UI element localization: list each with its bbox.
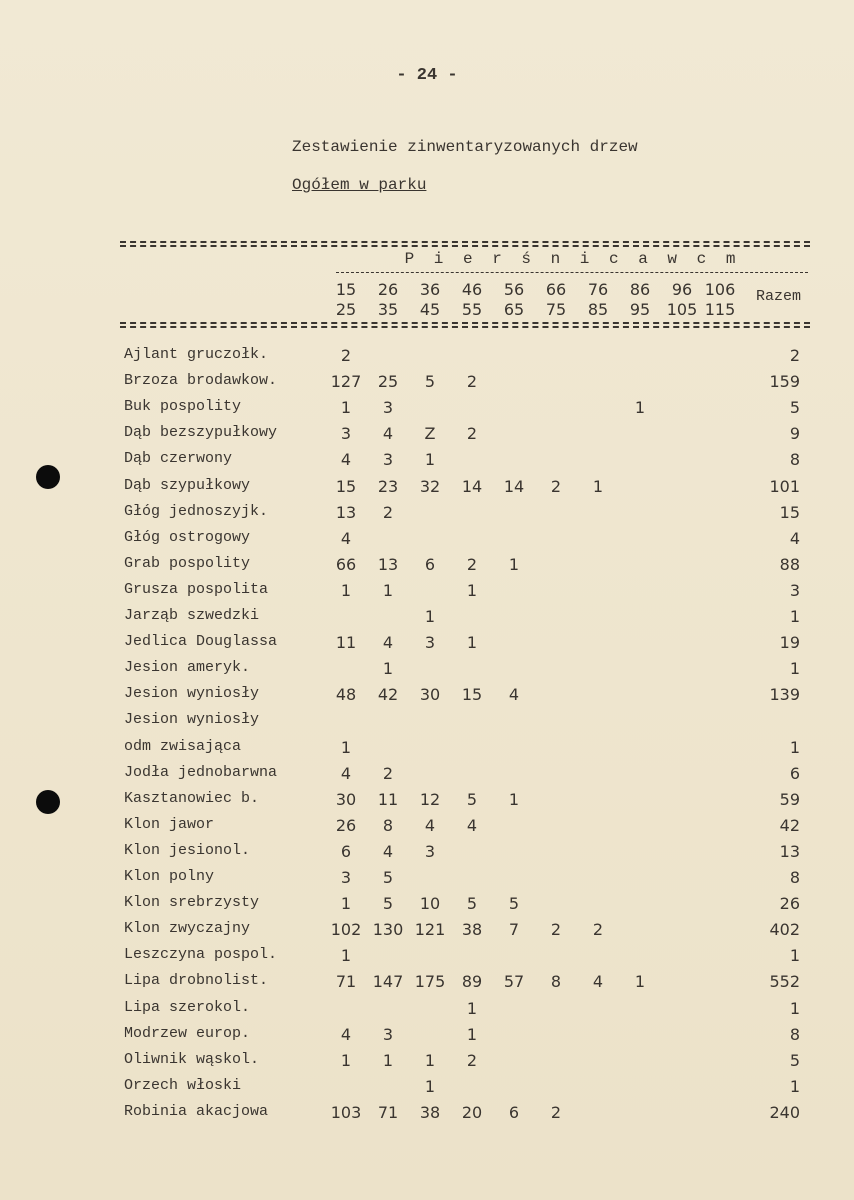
count-cell: 1 (424, 607, 436, 626)
count-cell: 1 (382, 1050, 394, 1070)
count-cell: 30 (419, 685, 441, 705)
count-cell: 4 (592, 972, 604, 992)
column-header-from: 106 (704, 280, 736, 299)
table-rule-top (120, 241, 810, 243)
column-header-from: 36 (419, 280, 441, 299)
species-name: Lipa drobnolist. (124, 972, 269, 990)
table-row (0, 581, 854, 607)
count-cell: 5 (466, 894, 478, 914)
species-name: Brzoza brodawkow. (124, 372, 278, 390)
table-row (0, 711, 854, 737)
column-header (662, 280, 702, 320)
table-row (0, 529, 854, 555)
total-cell: 139 (769, 685, 800, 705)
column-header (578, 280, 618, 320)
count-cell: 1 (592, 476, 604, 496)
page-number: - 24 - (396, 66, 458, 85)
page-subtitle: Ogółem w parku (292, 176, 427, 194)
table-row (0, 764, 854, 790)
species-name: Lipa szerokol. (124, 998, 251, 1016)
total-cell: 1 (789, 946, 800, 966)
count-cell: 42 (377, 685, 399, 705)
count-cell: 102 (330, 920, 362, 940)
count-cell: 3 (424, 841, 436, 861)
count-cell: 4 (466, 815, 478, 835)
column-header-from: 96 (671, 280, 693, 299)
table-row (0, 790, 854, 816)
count-cell: 1 (340, 1050, 352, 1070)
column-header (620, 280, 660, 320)
table-row (0, 372, 854, 398)
species-name: Kasztanowiec b. (124, 789, 260, 807)
count-cell: 130 (372, 920, 404, 940)
column-header-to: 75 (545, 300, 567, 319)
count-cell: 4 (340, 450, 352, 470)
total-cell: 8 (789, 868, 800, 887)
table-row (0, 972, 854, 998)
count-cell: 14 (503, 476, 525, 496)
table-row (0, 685, 854, 711)
table-row (0, 477, 854, 503)
total-cell: 240 (769, 1102, 800, 1122)
species-name: Jodła jednobarwna (124, 763, 278, 781)
column-header (368, 280, 408, 320)
count-cell: 103 (330, 1102, 362, 1122)
count-cell: 5 (382, 868, 394, 887)
species-name: Orzech włoski (124, 1076, 242, 1094)
count-cell: 1 (340, 946, 352, 966)
species-name: Jarząb szwedzki (124, 607, 260, 624)
count-cell: 11 (335, 633, 357, 653)
count-cell: 4 (424, 815, 436, 835)
total-cell: 5 (789, 1050, 800, 1070)
column-header-from: 46 (461, 280, 483, 299)
column-header-to: 85 (587, 300, 609, 319)
species-name: Dąb czerwony (124, 450, 233, 468)
total-cell: 26 (779, 894, 800, 914)
count-cell: 2 (550, 476, 562, 496)
species-name: Głóg ostrogowy (124, 528, 251, 546)
total-cell: 88 (779, 554, 800, 574)
count-cell: 11 (377, 789, 399, 809)
total-cell: 1 (789, 737, 800, 757)
count-cell: 4 (382, 424, 394, 444)
column-group-divider (336, 272, 808, 273)
count-cell: 5 (424, 372, 436, 392)
count-cell: 2 (340, 346, 352, 365)
column-header (700, 280, 740, 320)
count-cell: 71 (377, 1102, 399, 1122)
species-name: Leszczyna pospol. (124, 946, 278, 964)
table-row (0, 946, 854, 972)
count-cell: 23 (377, 476, 399, 496)
count-cell: 15 (461, 685, 483, 705)
table-row (0, 1051, 854, 1077)
column-header-to: 105 (666, 300, 698, 319)
table-row (0, 503, 854, 529)
total-cell: 19 (779, 633, 800, 653)
count-cell: 25 (377, 372, 399, 392)
column-header-from: 86 (629, 280, 651, 299)
count-cell: 1 (340, 398, 352, 418)
count-cell: 175 (414, 972, 446, 992)
species-name: Klon jawor (124, 815, 215, 833)
count-cell: 32 (419, 476, 441, 496)
total-cell: 1 (789, 998, 800, 1018)
table-row (0, 398, 854, 424)
count-cell: 3 (382, 1024, 394, 1044)
count-cell: 2 (466, 554, 478, 574)
count-cell: 4 (340, 763, 352, 783)
count-cell: 4 (382, 633, 394, 653)
column-header-from: 56 (503, 280, 525, 299)
count-cell: 1 (466, 998, 478, 1018)
species-name: Jesion ameryk. (124, 659, 251, 677)
count-cell: 1 (424, 1076, 436, 1096)
table-row (0, 999, 854, 1025)
table-rule-top (120, 245, 810, 247)
total-cell: 1 (789, 1076, 800, 1096)
total-cell: 402 (769, 920, 800, 940)
table-row (0, 1025, 854, 1051)
total-cell: 552 (769, 972, 800, 992)
count-cell: 2 (466, 424, 478, 444)
species-name: Klon zwyczajny (124, 920, 251, 938)
table-row (0, 816, 854, 842)
table-row (0, 633, 854, 659)
column-header-to: 65 (503, 300, 525, 319)
total-cell: 1 (789, 607, 800, 626)
species-name: Modrzew europ. (124, 1024, 251, 1042)
count-cell: 48 (335, 685, 357, 705)
total-cell: 4 (789, 528, 800, 548)
count-cell: 1 (340, 737, 352, 757)
count-cell: 30 (335, 789, 357, 809)
count-cell: 13 (377, 554, 399, 574)
table-row (0, 659, 854, 685)
count-cell: 5 (508, 894, 520, 914)
column-header (536, 280, 576, 320)
table-rule-header (120, 326, 810, 328)
count-cell: 1 (340, 894, 352, 914)
count-cell: 1 (382, 659, 394, 679)
count-cell: Z (424, 424, 436, 444)
column-header (410, 280, 450, 320)
species-name: odm zwisająca (124, 737, 242, 755)
species-name: Głóg jednoszyjk. (124, 502, 269, 520)
count-cell: 1 (424, 450, 436, 470)
column-header-from: 76 (587, 280, 609, 299)
total-cell: 159 (769, 372, 800, 392)
column-header (494, 280, 534, 320)
species-name: Klon jesionol. (124, 841, 251, 859)
species-name: Dąb szypułkowy (124, 476, 251, 494)
count-cell: 8 (550, 972, 562, 992)
column-header-to: 95 (629, 300, 651, 319)
table-row (0, 1077, 854, 1103)
total-cell: 101 (769, 476, 800, 496)
table-row (0, 346, 854, 372)
count-cell: 5 (466, 789, 478, 809)
count-cell: 7 (508, 920, 520, 940)
total-cell: 59 (779, 789, 800, 809)
count-cell: 38 (419, 1102, 441, 1122)
count-cell: 121 (414, 920, 446, 940)
count-cell: 14 (461, 476, 483, 496)
species-name: Klon polny (124, 868, 215, 885)
count-cell: 147 (372, 972, 404, 992)
count-cell: 15 (335, 476, 357, 496)
species-name: Klon srebrzysty (124, 894, 260, 912)
count-cell: 1 (340, 580, 352, 600)
count-cell: 6 (508, 1102, 520, 1122)
species-name: Jedlica Douglassa (124, 633, 278, 651)
total-cell: 2 (789, 346, 800, 365)
count-cell: 1 (634, 398, 646, 418)
count-cell: 66 (335, 554, 357, 574)
count-cell: 1 (508, 554, 520, 574)
count-cell: 4 (382, 841, 394, 861)
count-cell: 38 (461, 920, 483, 940)
total-cell: 15 (779, 502, 800, 522)
count-cell: 2 (550, 1102, 562, 1122)
count-cell: 3 (382, 398, 394, 418)
column-header-from: 15 (335, 280, 357, 299)
count-cell: 3 (382, 450, 394, 470)
species-name: Ajlant gruczołk. (124, 346, 269, 363)
table-row (0, 607, 854, 633)
count-cell: 2 (466, 372, 478, 392)
count-cell: 71 (335, 972, 357, 992)
total-cell: 42 (779, 815, 800, 835)
total-column-header: Razem (756, 288, 802, 305)
table-row (0, 920, 854, 946)
column-header-to: 25 (335, 300, 357, 319)
species-name: Grab pospolity (124, 554, 251, 572)
species-name: Buk pospolity (124, 398, 242, 416)
count-cell: 13 (335, 502, 357, 522)
column-header-to: 55 (461, 300, 483, 319)
column-header-to: 45 (419, 300, 441, 319)
column-header-to: 115 (704, 300, 736, 319)
count-cell: 1 (634, 972, 646, 992)
species-name: Jesion wyniosły (124, 711, 260, 729)
count-cell: 3 (340, 424, 352, 444)
count-cell: 3 (340, 868, 352, 887)
count-cell: 8 (382, 815, 394, 835)
count-cell: 2 (592, 920, 604, 940)
column-header (452, 280, 492, 320)
count-cell: 4 (340, 1024, 352, 1044)
species-name: Dąb bezszypułkowy (124, 424, 278, 442)
count-cell: 2 (550, 920, 562, 940)
count-cell: 127 (330, 372, 362, 392)
table-row (0, 894, 854, 920)
species-name: Grusza pospolita (124, 580, 269, 598)
count-cell: 1 (424, 1050, 436, 1070)
column-header-from: 26 (377, 280, 399, 299)
total-cell: 3 (789, 580, 800, 600)
count-cell: 26 (335, 815, 357, 835)
total-cell: 1 (789, 659, 800, 679)
column-header-to: 35 (377, 300, 399, 319)
count-cell: 1 (382, 580, 394, 600)
table-row (0, 1103, 854, 1129)
table-row (0, 555, 854, 581)
count-cell: 1 (466, 1024, 478, 1044)
count-cell: 4 (340, 528, 352, 548)
count-cell: 5 (382, 894, 394, 914)
count-cell: 3 (424, 633, 436, 653)
species-name: Oliwnik wąskol. (124, 1050, 260, 1068)
total-cell: 8 (789, 1024, 800, 1044)
page-title: Zestawienie zinwentaryzowanych drzew (292, 138, 638, 156)
count-cell: 1 (466, 633, 478, 653)
count-cell: 2 (466, 1050, 478, 1070)
total-cell: 6 (789, 763, 800, 783)
table-row (0, 450, 854, 476)
count-cell: 12 (419, 789, 441, 809)
count-cell: 1 (466, 580, 478, 600)
column-header (326, 280, 366, 320)
species-name: Robinia akacjowa (124, 1102, 269, 1120)
count-cell: 6 (424, 554, 436, 574)
table-row (0, 868, 854, 894)
total-cell: 5 (789, 398, 800, 418)
species-name: Jesion wyniosły (124, 685, 260, 703)
total-cell: 9 (789, 424, 800, 444)
column-header-from: 66 (545, 280, 567, 299)
count-cell: 2 (382, 763, 394, 783)
count-cell: 57 (503, 972, 525, 992)
count-cell: 10 (419, 894, 441, 914)
total-cell: 13 (779, 841, 800, 861)
count-cell: 1 (508, 789, 520, 809)
count-cell: 2 (382, 502, 394, 522)
table-rule-header (120, 322, 810, 324)
table-row (0, 738, 854, 764)
count-cell: 6 (340, 841, 352, 861)
total-cell: 8 (789, 450, 800, 470)
column-group-header: P i e r ś n i c a w c m (404, 250, 741, 268)
count-cell: 89 (461, 972, 483, 992)
count-cell: 20 (461, 1102, 483, 1122)
table-row (0, 842, 854, 868)
count-cell: 4 (508, 685, 520, 705)
table-row (0, 424, 854, 450)
